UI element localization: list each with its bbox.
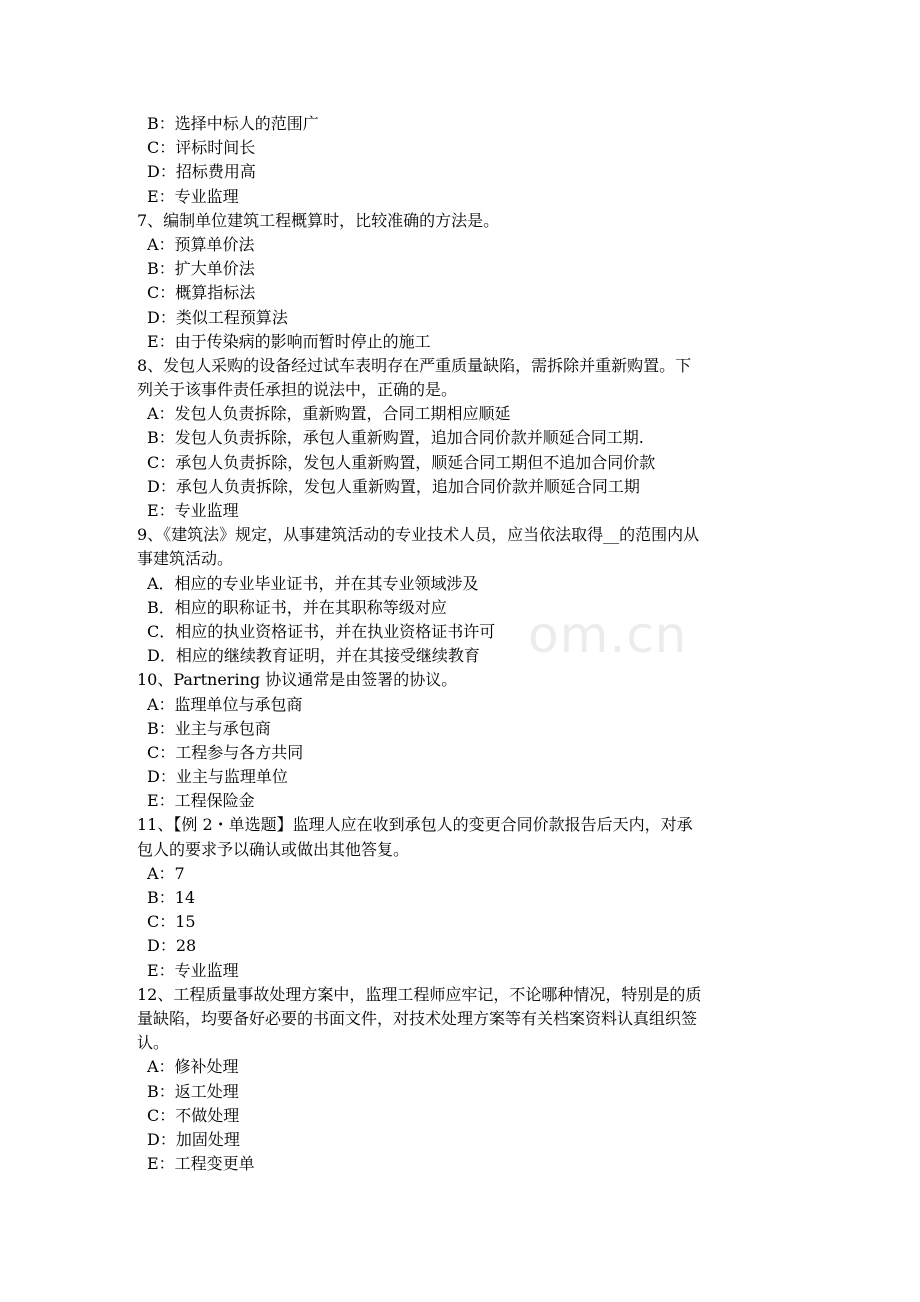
answer-option-line: B：业主与承包商 [147,718,271,738]
answer-option-line: B：发包人负责拆除，承包人重新购置，追加合同价款并顺延合同工期. [147,428,644,448]
answer-option-line: E：专业监理 [147,501,239,520]
answer-option-line: B：扩大单价法 [147,259,255,279]
answer-option-line: C：工程参与各方共同 [147,742,304,762]
answer-option-line: C：评标时间长 [147,138,256,158]
answer-option-line: D：承包人负责拆除，发包人重新购置，追加合同价款并顺延合同工期 [147,476,640,496]
answer-option-line: A．相应的专业毕业证书，并在其专业领域涉及 [147,573,479,593]
document-body [137,112,787,1176]
watermark: om.cn [528,606,688,664]
answer-option-line: E：工程保险金 [147,791,255,811]
answer-option-line: D．相应的继续教育证明，并在其接受继续教育 [147,646,480,666]
answer-option-line: A：修补处理 [147,1057,239,1077]
answer-option-line: E：专业监理 [147,960,239,980]
question-text-line: 7、编制单位建筑工程概算时，比较准确的方法是。 [137,210,500,230]
question-text-line: 9、《建筑法》规定，从事建筑活动的专业技术人员，应当依法取得__的范围内从 [137,525,700,545]
answer-option-line: E：工程变更单 [147,1154,255,1174]
answer-option-line: A：预算单价法 [147,234,255,254]
answer-option-line: B：返工处理 [147,1081,239,1101]
answer-option-line: E：由于传染病的影响而暂时停止的施工 [147,331,431,351]
answer-option-line: D：招标费用高 [147,162,256,182]
question-text-line: 列关于该事件责任承担的说法中，正确的是。 [137,380,458,400]
answer-option-line: D：业主与监理单位 [147,767,288,787]
answer-option-line: E：专业监理 [147,186,239,206]
question-text-line: 11、【例 2・单选题】监理人应在收到承包人的变更合同价款报告后天内，对承 [137,815,693,835]
question-text-line: 10、Partnering 协议通常是由签署的协议。 [137,670,458,690]
answer-option-line: C：概算指标法 [147,283,256,303]
answer-option-line: D：28 [147,936,197,956]
question-text-line: 认。 [137,1033,170,1053]
answer-option-line: A：发包人负责拆除，重新购置，合同工期相应顺延 [147,404,511,424]
answer-option-line: B．相应的职称证书，并在其职称等级对应 [147,597,447,617]
answer-option-line: C：15 [147,912,196,932]
question-text-line: 8、发包人采购的设备经过试车表明存在严重质量缺陷，需拆除并重新购置。下 [137,355,692,375]
answer-option-line: A：监理单位与承包商 [147,694,303,714]
answer-option-line: C：承包人负责拆除，发包人重新购置，顺延合同工期但不追加合同价款 [147,452,656,472]
question-text-line: 事建筑活动。 [137,549,234,569]
answer-option-line: C：不做处理 [147,1105,240,1125]
answer-option-line: A：7 [147,863,185,883]
question-text-line: 量缺陷，均要备好必要的书面文件，对技术处理方案等有关档案资料认真组织签 [137,1008,698,1028]
answer-option-line: B：14 [147,888,196,907]
answer-option-line: D：加固处理 [147,1129,240,1149]
question-text-line: 包人的要求予以确认或做出其他答复。 [137,839,410,859]
answer-option-line: D：类似工程预算法 [147,307,288,327]
answer-option-line: C．相应的执业资格证书，并在执业资格证书许可 [147,621,496,641]
question-text-line: 12、工程质量事故处理方案中，监理工程师应牢记，不论哪种情况，特别是的质 [137,984,702,1004]
answer-option-line: B：选择中标人的范围广 [147,114,319,133]
